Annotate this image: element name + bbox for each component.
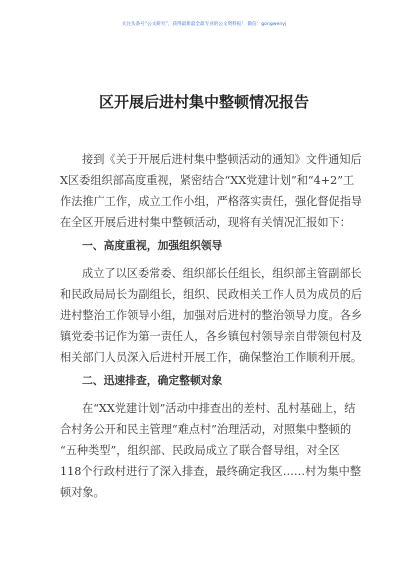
intro-paragraph [60, 149, 363, 233]
paragraph-line: 接到《关于开展后进村集中整顿活动的通知》文件通知后 [82, 153, 362, 166]
paragraph-line: 在“XX党建计划”活动中排查出的差村、乱村基础上，结 [82, 402, 356, 415]
paragraph-line: 作法推广工作，成立工作小组，严格落实责任，强化督促指导 [60, 195, 363, 208]
paragraph-line: 镇党委书记作为第一责任人，各乡镇包村领导亲自带领包村及 [60, 330, 363, 343]
paragraph-line: 和民政局局长为副组长，组织、民政相关工作人员为成员的后 [60, 288, 363, 301]
paragraph-line: 118个行政村进行了深入排查，最终确定我区……村为集中整 [60, 465, 362, 478]
paragraph-line: 顿对象。 [60, 486, 105, 499]
section2-paragraph [60, 398, 362, 503]
paragraph-line: 在全区开展后进村集中整顿活动，现将有关情况汇报如下： [60, 216, 351, 229]
paragraph-line: “五种类型”，组织部、民政局成立了联合督导组，对全区 [60, 444, 340, 457]
header-notice: 关注头条号“公文研究”，获得最新最全最专业的公文资料报！ 微信：gongwenyj [121, 22, 287, 27]
paragraph-line: 合村务公开和民主管理“难点村”治理活动，对照集中整顿的 [60, 423, 352, 436]
paragraph-line: 成立了以区委常委、组织部长任组长，组织部主管副部长 [82, 267, 362, 280]
section-heading-2: 二、迅速排查，确定整顿对象 [82, 374, 223, 387]
section-heading-1: 一、高度重视，加强组织领导 [82, 239, 223, 252]
document-title: 区开展后进村集中整顿情况报告 [98, 93, 309, 111]
paragraph-line: 进村整治工作领导小组，加强对后进村的整治领导力度。各乡 [60, 309, 363, 322]
paragraph-line: X区委组织部高度重视，紧密结合“XX党建计划”和“4+2”工 [60, 174, 355, 187]
section1-paragraph [60, 263, 363, 368]
paragraph-line: 相关部门人员深入后进村开展工作，确保整治工作顺利开展。 [60, 351, 363, 364]
